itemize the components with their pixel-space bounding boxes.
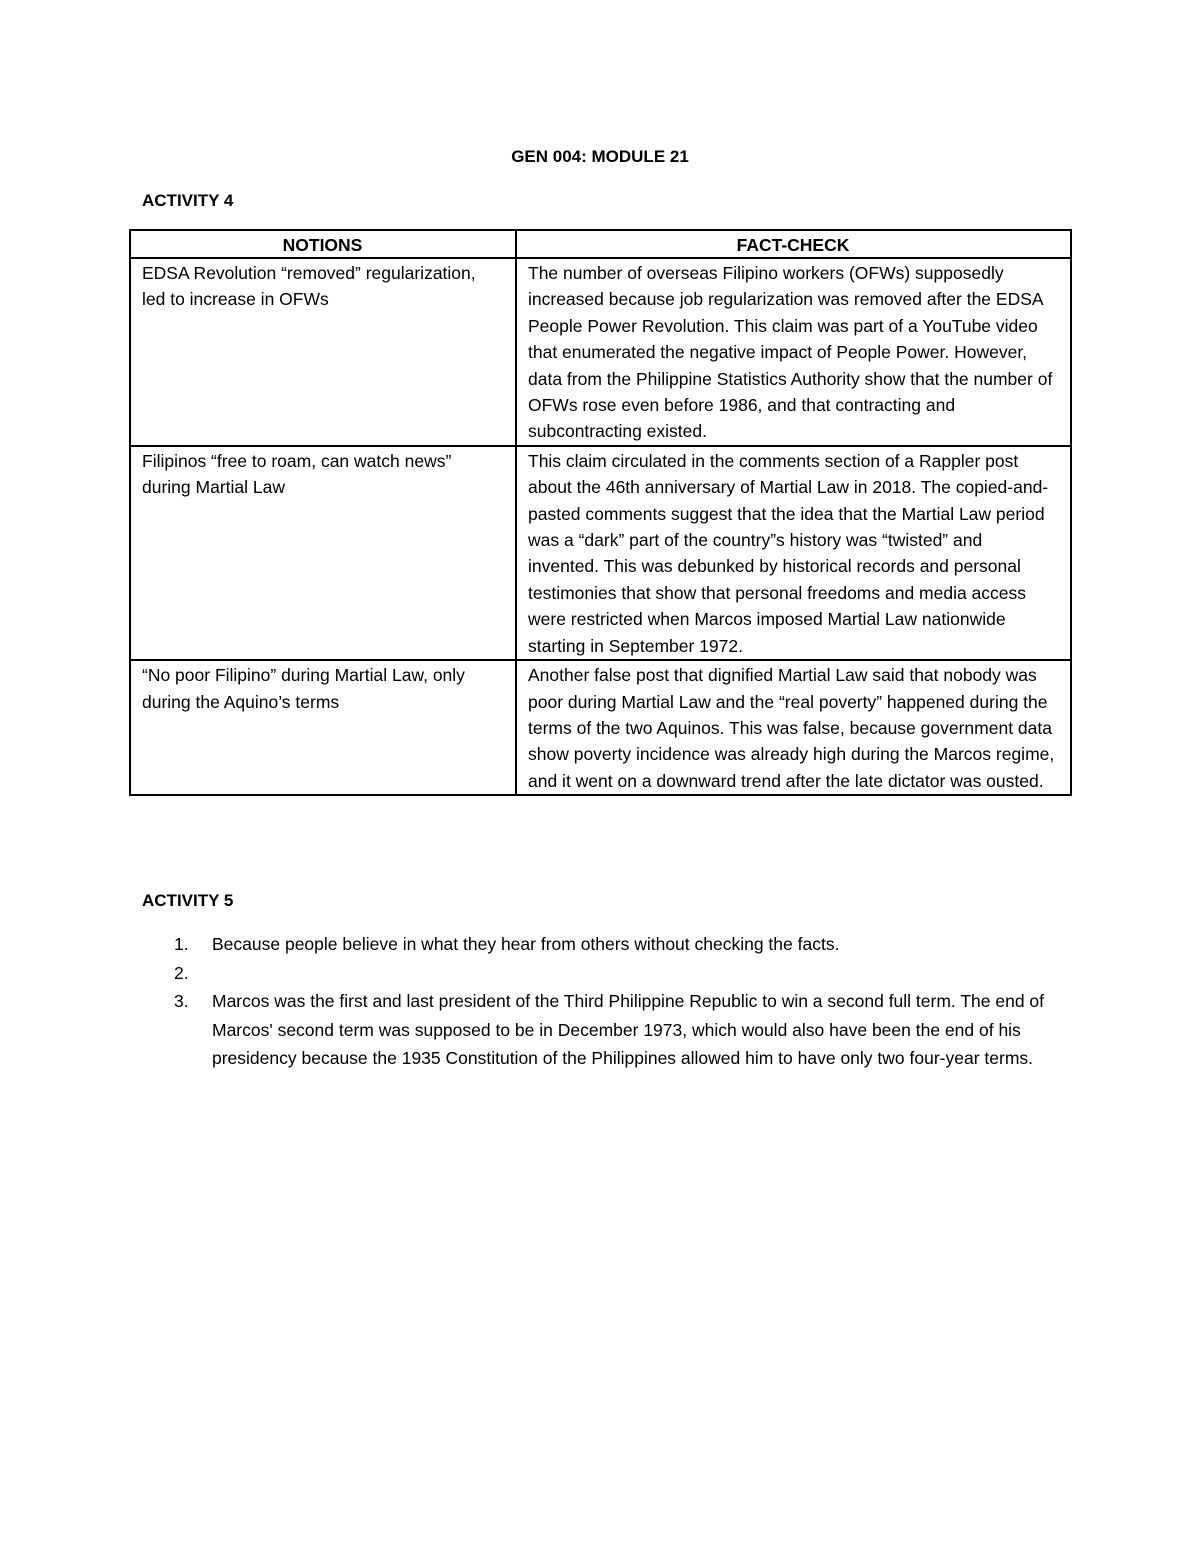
answer-list (0, 930, 1200, 1073)
list-item-text: Marcos was the first and last president of the Third Philippine Republic to win a second full term. The end of Marcos' second term was supposed to be in December 1973, which would also have been the end of his presidency because the 1935 Constitution of the Philippines allowed him to have only two four-year terms. (212, 991, 1045, 1068)
fact-check-cell: Another false post that dignified Martial Law said that nobody was poor during Martial Law and the “real poverty” happened during the terms of the two Aquinos. This was false, because government data show poverty incidence was already high during the Marcos regime, and it went on a downward trend after the late dictator was ousted. (516, 660, 1071, 795)
column-header-notions: NOTIONS (130, 230, 516, 258)
list-item (0, 959, 1072, 988)
list-item-number: 2. (174, 962, 189, 983)
list-item-number: 1. (174, 934, 189, 954)
table-row (130, 258, 1071, 446)
activity-5-heading: ACTIVITY 5 (142, 891, 234, 910)
table-row (130, 660, 1071, 795)
notion-cell: “No poor Filipino” during Martial Law, only during the Aquino’s terms (130, 660, 516, 795)
table-header-row (130, 230, 1071, 258)
table-row (130, 446, 1071, 660)
list-item-text: Because people believe in what they hear from others without checking the facts. (212, 934, 840, 954)
document-title: GEN 004: MODULE 21 (511, 147, 689, 166)
notion-cell: EDSA Revolution “removed” regularization, led to increase in OFWs (130, 258, 516, 446)
notion-cell: Filipinos “free to roam, can watch news” during Martial Law (130, 446, 516, 660)
fact-check-table (129, 229, 1072, 796)
activity-4-heading: ACTIVITY 4 (142, 191, 234, 210)
column-header-fact-check: FACT-CHECK (516, 230, 1071, 258)
fact-check-cell: This claim circulated in the comments section of a Rappler post about the 46th anniversary of Martial Law in 2018. The copied-and-pasted comments suggest that the idea that the Martial Law period was a “dark” part of the country”s history was “twisted” and invented. This was debunked by historical records and personal testimonies that show that personal freedoms and media access were restricted when Marcos imposed Martial Law nationwide starting in September 1972. (516, 446, 1071, 660)
list-item (0, 930, 1072, 959)
list-item (0, 987, 1072, 1073)
list-item-number: 3. (174, 991, 189, 1011)
fact-check-cell: The number of overseas Filipino workers (OFWs) supposedly increased because job regularization was removed after the EDSA People Power Revolution. This claim was part of a YouTube video that enumerated the negative impact of People Power. However, data from the Philippine Statistics Authority show that the number of OFWs rose even before 1986, and that contracting and subcontracting existed. (516, 258, 1071, 446)
